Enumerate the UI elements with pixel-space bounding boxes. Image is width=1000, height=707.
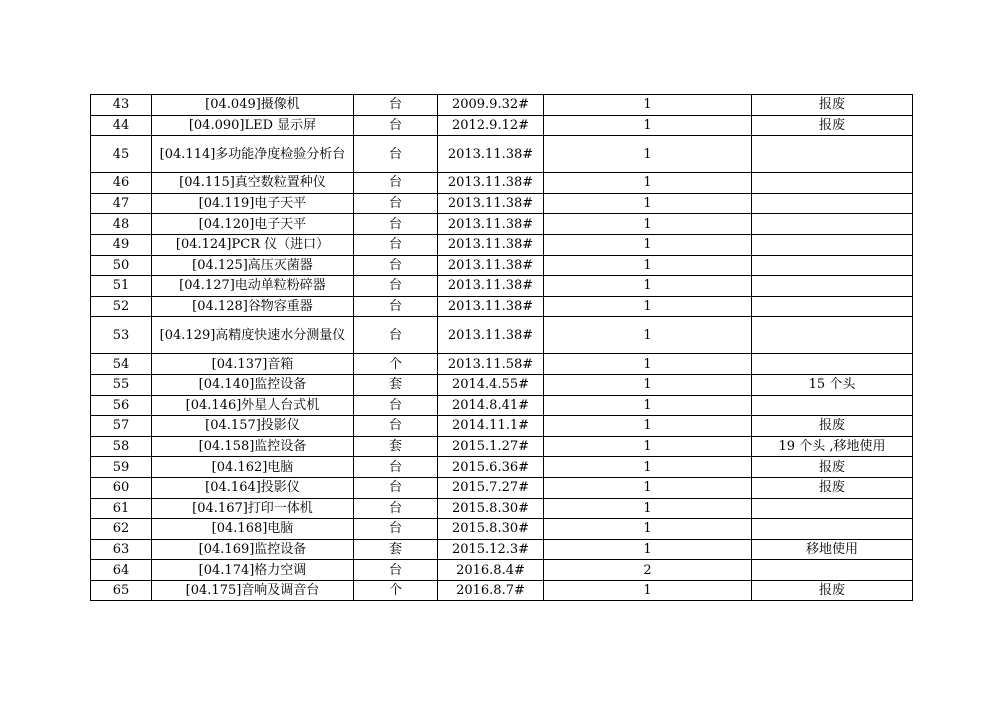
quantity-cell: 1 bbox=[544, 115, 752, 136]
row-number-cell: 44 bbox=[91, 115, 152, 136]
quantity-cell: 1 bbox=[544, 234, 752, 255]
quantity-cell: 1 bbox=[544, 136, 752, 173]
table-row bbox=[91, 354, 913, 375]
asset-name-cell: [04.120]电子天平 bbox=[152, 214, 354, 235]
date-cell: 2015.8.30# bbox=[438, 519, 544, 540]
unit-cell: 台 bbox=[354, 214, 438, 235]
row-number-cell: 47 bbox=[91, 193, 152, 214]
asset-name-cell: [04.128]谷物容重器 bbox=[152, 296, 354, 317]
date-cell: 2015.8.30# bbox=[438, 498, 544, 519]
note-cell: 15 个头 bbox=[752, 374, 913, 395]
date-cell: 2013.11.38# bbox=[438, 234, 544, 255]
note-cell: 报废 bbox=[752, 580, 913, 601]
row-number-cell: 52 bbox=[91, 296, 152, 317]
row-number-cell: 50 bbox=[91, 255, 152, 276]
note-cell bbox=[752, 193, 913, 214]
asset-name-cell: [04.124]PCR 仪（进口） bbox=[152, 234, 354, 255]
date-cell: 2013.11.38# bbox=[438, 276, 544, 297]
quantity-cell: 1 bbox=[544, 95, 752, 116]
note-cell bbox=[752, 276, 913, 297]
quantity-cell: 1 bbox=[544, 214, 752, 235]
unit-cell: 台 bbox=[354, 255, 438, 276]
quantity-cell: 1 bbox=[544, 519, 752, 540]
unit-cell: 台 bbox=[354, 395, 438, 416]
quantity-cell: 1 bbox=[544, 580, 752, 601]
table-row bbox=[91, 173, 913, 194]
unit-cell: 台 bbox=[354, 95, 438, 116]
date-cell: 2012.9.12# bbox=[438, 115, 544, 136]
asset-name-cell: [04.169]监控设备 bbox=[152, 539, 354, 560]
row-number-cell: 57 bbox=[91, 416, 152, 437]
asset-name-cell: [04.140]监控设备 bbox=[152, 374, 354, 395]
quantity-cell: 1 bbox=[544, 374, 752, 395]
asset-table bbox=[90, 94, 913, 601]
note-cell bbox=[752, 234, 913, 255]
asset-name-cell: [04.157]投影仪 bbox=[152, 416, 354, 437]
unit-cell: 台 bbox=[354, 560, 438, 581]
quantity-cell: 1 bbox=[544, 354, 752, 375]
note-cell bbox=[752, 519, 913, 540]
table-row bbox=[91, 276, 913, 297]
row-number-cell: 59 bbox=[91, 457, 152, 478]
date-cell: 2013.11.38# bbox=[438, 255, 544, 276]
asset-name-cell: [04.162]电脑 bbox=[152, 457, 354, 478]
table-row bbox=[91, 136, 913, 173]
asset-name-cell: [04.114]多功能净度检验分析台 bbox=[152, 136, 354, 173]
table-row bbox=[91, 477, 913, 498]
date-cell: 2015.7.27# bbox=[438, 477, 544, 498]
asset-name-cell: [04.127]电动单粒粉碎器 bbox=[152, 276, 354, 297]
row-number-cell: 55 bbox=[91, 374, 152, 395]
table-row bbox=[91, 436, 913, 457]
note-cell bbox=[752, 395, 913, 416]
quantity-cell: 1 bbox=[544, 436, 752, 457]
quantity-cell: 1 bbox=[544, 416, 752, 437]
row-number-cell: 49 bbox=[91, 234, 152, 255]
note-cell: 报废 bbox=[752, 477, 913, 498]
unit-cell: 套 bbox=[354, 374, 438, 395]
table-row bbox=[91, 374, 913, 395]
note-cell bbox=[752, 136, 913, 173]
asset-name-cell: [04.158]监控设备 bbox=[152, 436, 354, 457]
asset-name-cell: [04.125]高压灭菌器 bbox=[152, 255, 354, 276]
quantity-cell: 1 bbox=[544, 193, 752, 214]
unit-cell: 台 bbox=[354, 276, 438, 297]
table-row bbox=[91, 234, 913, 255]
date-cell: 2013.11.38# bbox=[438, 193, 544, 214]
table-row bbox=[91, 214, 913, 235]
note-cell: 报废 bbox=[752, 95, 913, 116]
unit-cell: 台 bbox=[354, 173, 438, 194]
date-cell: 2015.1.27# bbox=[438, 436, 544, 457]
unit-cell: 台 bbox=[354, 234, 438, 255]
table-row bbox=[91, 395, 913, 416]
asset-name-cell: [04.137]音箱 bbox=[152, 354, 354, 375]
asset-table-body bbox=[91, 95, 913, 601]
date-cell: 2014.4.55# bbox=[438, 374, 544, 395]
table-row bbox=[91, 95, 913, 116]
asset-name-cell: [04.164]投影仪 bbox=[152, 477, 354, 498]
quantity-cell: 1 bbox=[544, 296, 752, 317]
note-cell bbox=[752, 498, 913, 519]
date-cell: 2013.11.38# bbox=[438, 296, 544, 317]
quantity-cell: 1 bbox=[544, 317, 752, 354]
unit-cell: 个 bbox=[354, 580, 438, 601]
unit-cell: 台 bbox=[354, 416, 438, 437]
table-row bbox=[91, 255, 913, 276]
note-cell bbox=[752, 560, 913, 581]
table-row bbox=[91, 317, 913, 354]
note-cell bbox=[752, 173, 913, 194]
date-cell: 2015.6.36# bbox=[438, 457, 544, 478]
date-cell: 2013.11.38# bbox=[438, 317, 544, 354]
row-number-cell: 61 bbox=[91, 498, 152, 519]
asset-name-cell: [04.175]音响及调音台 bbox=[152, 580, 354, 601]
row-number-cell: 60 bbox=[91, 477, 152, 498]
asset-name-cell: [04.115]真空数粒置种仪 bbox=[152, 173, 354, 194]
asset-name-cell: [04.049]摄像机 bbox=[152, 95, 354, 116]
date-cell: 2013.11.38# bbox=[438, 214, 544, 235]
unit-cell: 台 bbox=[354, 317, 438, 354]
row-number-cell: 45 bbox=[91, 136, 152, 173]
note-cell bbox=[752, 255, 913, 276]
quantity-cell: 1 bbox=[544, 173, 752, 194]
row-number-cell: 56 bbox=[91, 395, 152, 416]
row-number-cell: 62 bbox=[91, 519, 152, 540]
unit-cell: 台 bbox=[354, 519, 438, 540]
table-row bbox=[91, 498, 913, 519]
unit-cell: 台 bbox=[354, 457, 438, 478]
quantity-cell: 1 bbox=[544, 255, 752, 276]
quantity-cell: 1 bbox=[544, 276, 752, 297]
asset-name-cell: [04.146]外星人台式机 bbox=[152, 395, 354, 416]
note-cell: 报废 bbox=[752, 457, 913, 478]
unit-cell: 台 bbox=[354, 115, 438, 136]
quantity-cell: 1 bbox=[544, 395, 752, 416]
row-number-cell: 43 bbox=[91, 95, 152, 116]
note-cell bbox=[752, 354, 913, 375]
unit-cell: 套 bbox=[354, 539, 438, 560]
table-row bbox=[91, 539, 913, 560]
date-cell: 2016.8.7# bbox=[438, 580, 544, 601]
table-row bbox=[91, 296, 913, 317]
row-number-cell: 51 bbox=[91, 276, 152, 297]
table-row bbox=[91, 580, 913, 601]
date-cell: 2013.11.38# bbox=[438, 173, 544, 194]
table-row bbox=[91, 519, 913, 540]
asset-name-cell: [04.090]LED 显示屏 bbox=[152, 115, 354, 136]
note-cell: 报废 bbox=[752, 115, 913, 136]
quantity-cell: 1 bbox=[544, 539, 752, 560]
row-number-cell: 46 bbox=[91, 173, 152, 194]
unit-cell: 个 bbox=[354, 354, 438, 375]
asset-name-cell: [04.168]电脑 bbox=[152, 519, 354, 540]
table-row bbox=[91, 416, 913, 437]
asset-name-cell: [04.174]格力空调 bbox=[152, 560, 354, 581]
date-cell: 2013.11.38# bbox=[438, 136, 544, 173]
row-number-cell: 58 bbox=[91, 436, 152, 457]
row-number-cell: 54 bbox=[91, 354, 152, 375]
date-cell: 2016.8.4# bbox=[438, 560, 544, 581]
note-cell: 19 个头 ,移地使用 bbox=[752, 436, 913, 457]
row-number-cell: 65 bbox=[91, 580, 152, 601]
note-cell bbox=[752, 296, 913, 317]
table-row bbox=[91, 115, 913, 136]
note-cell: 报废 bbox=[752, 416, 913, 437]
table-row bbox=[91, 193, 913, 214]
unit-cell: 台 bbox=[354, 477, 438, 498]
unit-cell: 台 bbox=[354, 136, 438, 173]
quantity-cell: 1 bbox=[544, 498, 752, 519]
row-number-cell: 48 bbox=[91, 214, 152, 235]
date-cell: 2015.12.3# bbox=[438, 539, 544, 560]
unit-cell: 台 bbox=[354, 498, 438, 519]
date-cell: 2014.11.1# bbox=[438, 416, 544, 437]
row-number-cell: 63 bbox=[91, 539, 152, 560]
quantity-cell: 2 bbox=[544, 560, 752, 581]
row-number-cell: 53 bbox=[91, 317, 152, 354]
asset-name-cell: [04.119]电子天平 bbox=[152, 193, 354, 214]
date-cell: 2009.9.32# bbox=[438, 95, 544, 116]
quantity-cell: 1 bbox=[544, 457, 752, 478]
table-row bbox=[91, 560, 913, 581]
unit-cell: 套 bbox=[354, 436, 438, 457]
asset-name-cell: [04.129]高精度快速水分测量仪 bbox=[152, 317, 354, 354]
unit-cell: 台 bbox=[354, 193, 438, 214]
date-cell: 2014.8.41# bbox=[438, 395, 544, 416]
note-cell: 移地使用 bbox=[752, 539, 913, 560]
date-cell: 2013.11.58# bbox=[438, 354, 544, 375]
table-row bbox=[91, 457, 913, 478]
note-cell bbox=[752, 317, 913, 354]
quantity-cell: 1 bbox=[544, 477, 752, 498]
unit-cell: 台 bbox=[354, 296, 438, 317]
row-number-cell: 64 bbox=[91, 560, 152, 581]
note-cell bbox=[752, 214, 913, 235]
asset-name-cell: [04.167]打印一体机 bbox=[152, 498, 354, 519]
